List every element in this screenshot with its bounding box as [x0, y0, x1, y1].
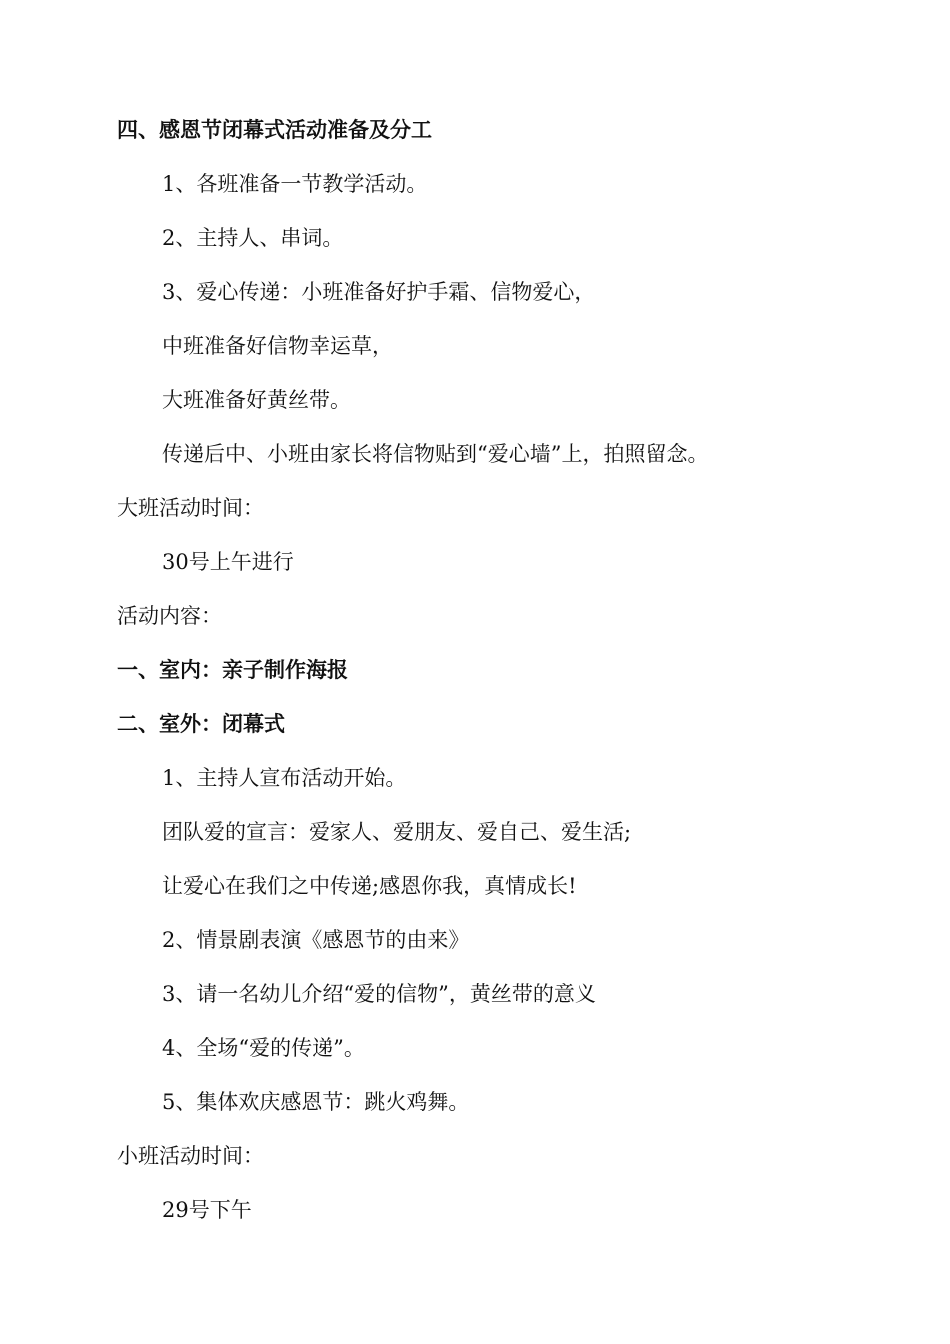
ceremony-item-3: 3、请一名幼儿介绍“爱的信物”，黄丝带的意义 [162, 982, 596, 1006]
small-class-time-value: 29号下午 [162, 1198, 252, 1222]
ceremony-item-2: 2、情景剧表演《感恩节的由来》 [162, 928, 470, 952]
prep-item-2: 2、主持人、串词。 [162, 226, 344, 250]
ceremony-declaration-1: 团队爱的宣言：爱家人、爱朋友、爱自己、爱生活; [162, 820, 632, 844]
section-heading: 四、感恩节闭幕式活动准备及分工 [117, 118, 432, 142]
ceremony-declaration-2: 让爱心在我们之中传递;感恩你我，真情成长! [162, 874, 577, 898]
small-class-time-label: 小班活动时间： [117, 1144, 264, 1168]
prep-item-1: 1、各班准备一节教学活动。 [162, 172, 428, 196]
content-label: 活动内容： [117, 604, 222, 628]
big-class-time-label: 大班活动时间： [117, 496, 264, 520]
ceremony-item-4: 4、全场“爱的传递”。 [162, 1036, 365, 1060]
part1-heading: 一、室内：亲子制作海报 [117, 658, 348, 682]
ceremony-item-1: 1、主持人宣布活动开始。 [162, 766, 407, 790]
prep-item-3-note: 传递后中、小班由家长将信物贴到“爱心墙”上，拍照留念。 [162, 442, 709, 466]
prep-item-3-middle: 中班准备好信物幸运草， [162, 334, 393, 358]
prep-item-3: 3、爱心传递：小班准备好护手霜、信物爱心， [162, 280, 596, 304]
ceremony-item-5: 5、集体欢庆感恩节：跳火鸡舞。 [162, 1090, 470, 1114]
part2-heading: 二、室外：闭幕式 [117, 712, 285, 736]
big-class-time-value: 30号上午进行 [162, 550, 294, 574]
prep-item-3-big: 大班准备好黄丝带。 [162, 388, 351, 412]
